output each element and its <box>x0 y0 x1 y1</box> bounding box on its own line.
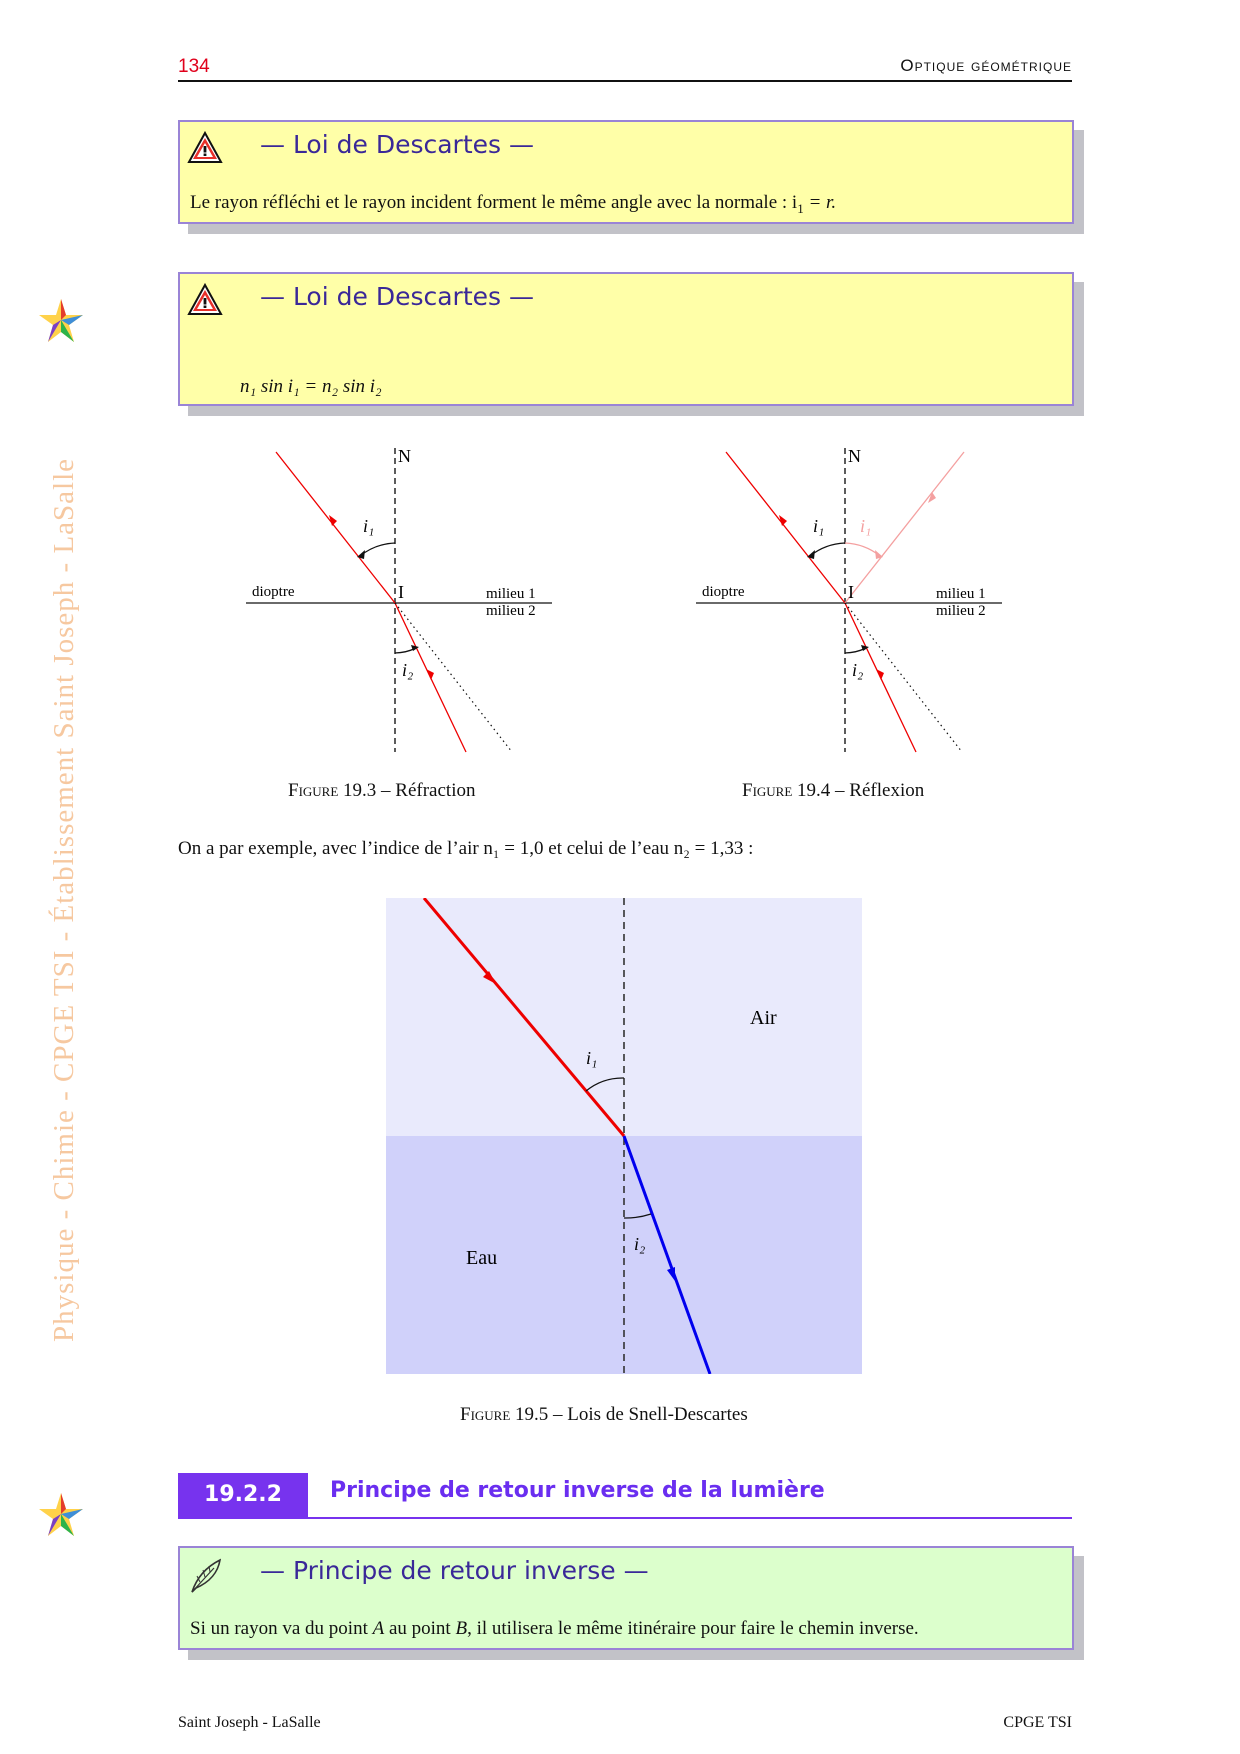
water-region <box>386 1136 862 1374</box>
label-i1: i₁ <box>586 1048 598 1068</box>
incident-ray <box>276 452 395 603</box>
chapter-title: Optique géométrique <box>900 56 1072 75</box>
label-i2: i₂ <box>402 660 414 680</box>
box-title: — Loi de Descartes — <box>260 282 534 311</box>
label-eau: Eau <box>466 1247 498 1269</box>
feather-icon <box>186 1556 226 1596</box>
section-title: Principe de retour inverse de la lumière <box>330 1478 825 1503</box>
arc-arrow <box>357 550 365 559</box>
school-logo-icon <box>36 1490 86 1540</box>
label-i1: i₁ <box>813 516 825 536</box>
label-i1-reflected: i₁ <box>860 516 872 536</box>
label-milieu1: milieu 1 <box>936 586 986 602</box>
snell-formula: n₁ sin i₁ = n₂ sin i₂ <box>240 376 382 397</box>
section-number: 19.2.2 <box>178 1473 308 1517</box>
label-air: Air <box>750 1007 777 1029</box>
figure-snell <box>386 898 862 1374</box>
label-i2: i₂ <box>852 660 864 680</box>
label-I: I <box>848 582 854 602</box>
box-title: — Principe de retour inverse — <box>260 1556 649 1585</box>
angle-arc-reflected <box>845 543 880 556</box>
warning-icon <box>187 282 223 318</box>
box-text: Le rayon réfléchi et le rayon incident forment le même angle avec la normale : $i_1 = r$. <box>190 192 837 216</box>
figure-reflection <box>690 440 1010 760</box>
label-I: I <box>398 582 404 602</box>
label-milieu1: milieu 1 <box>486 586 536 602</box>
box-text: Si un rayon va du point A au point B, il utilisera le même itinéraire pour faire le chemin inverse. <box>190 1618 919 1639</box>
principle-box <box>178 1546 1074 1650</box>
school-logo-icon <box>36 296 86 346</box>
label-N: N <box>398 446 411 466</box>
arc-arrow <box>875 550 883 559</box>
figure-caption: Figure 19.5 – Lois de Snell-Descartes <box>460 1404 748 1425</box>
figure-caption: Figure 19.3 – Réfraction <box>288 780 476 801</box>
label-N: N <box>848 446 861 466</box>
warning-icon <box>187 130 223 166</box>
box-title: — Loi de Descartes — <box>260 130 534 159</box>
section-rule <box>178 1517 1072 1519</box>
page-number: 134 <box>178 56 210 77</box>
angle-arc-i1 <box>810 543 845 556</box>
figure-caption: Figure 19.4 – Réflexion <box>742 780 925 801</box>
air-region <box>386 898 862 1136</box>
label-milieu2: milieu 2 <box>936 603 986 619</box>
header-rule <box>178 80 1072 82</box>
label-i2: i₂ <box>634 1234 646 1254</box>
law-box-reflection <box>178 120 1074 224</box>
ray-arrow <box>928 492 936 503</box>
incident-ray <box>726 452 845 603</box>
example-paragraph: On a par exemple, avec l’indice de l’air n₁ = 1,0 et celui de l’eau n₂ = 1,33 : <box>178 838 754 859</box>
footer-class: CPGE TSI <box>1003 1714 1072 1731</box>
arc-arrow <box>807 550 815 559</box>
label-i1: i₁ <box>363 516 375 536</box>
angle-arc-i1 <box>360 543 395 556</box>
ray-arrow <box>876 669 884 680</box>
label-dioptre: dioptre <box>702 584 745 600</box>
figure-refraction <box>240 440 560 760</box>
label-milieu2: milieu 2 <box>486 603 536 619</box>
side-watermark: Physique - Chimie - CPGE TSI - Établissement Saint Joseph - LaSalle <box>48 457 80 1343</box>
ray-arrow <box>426 669 434 680</box>
footer-school: Saint Joseph - LaSalle <box>178 1714 321 1731</box>
label-dioptre: dioptre <box>252 584 295 600</box>
law-box-refraction <box>178 272 1074 406</box>
